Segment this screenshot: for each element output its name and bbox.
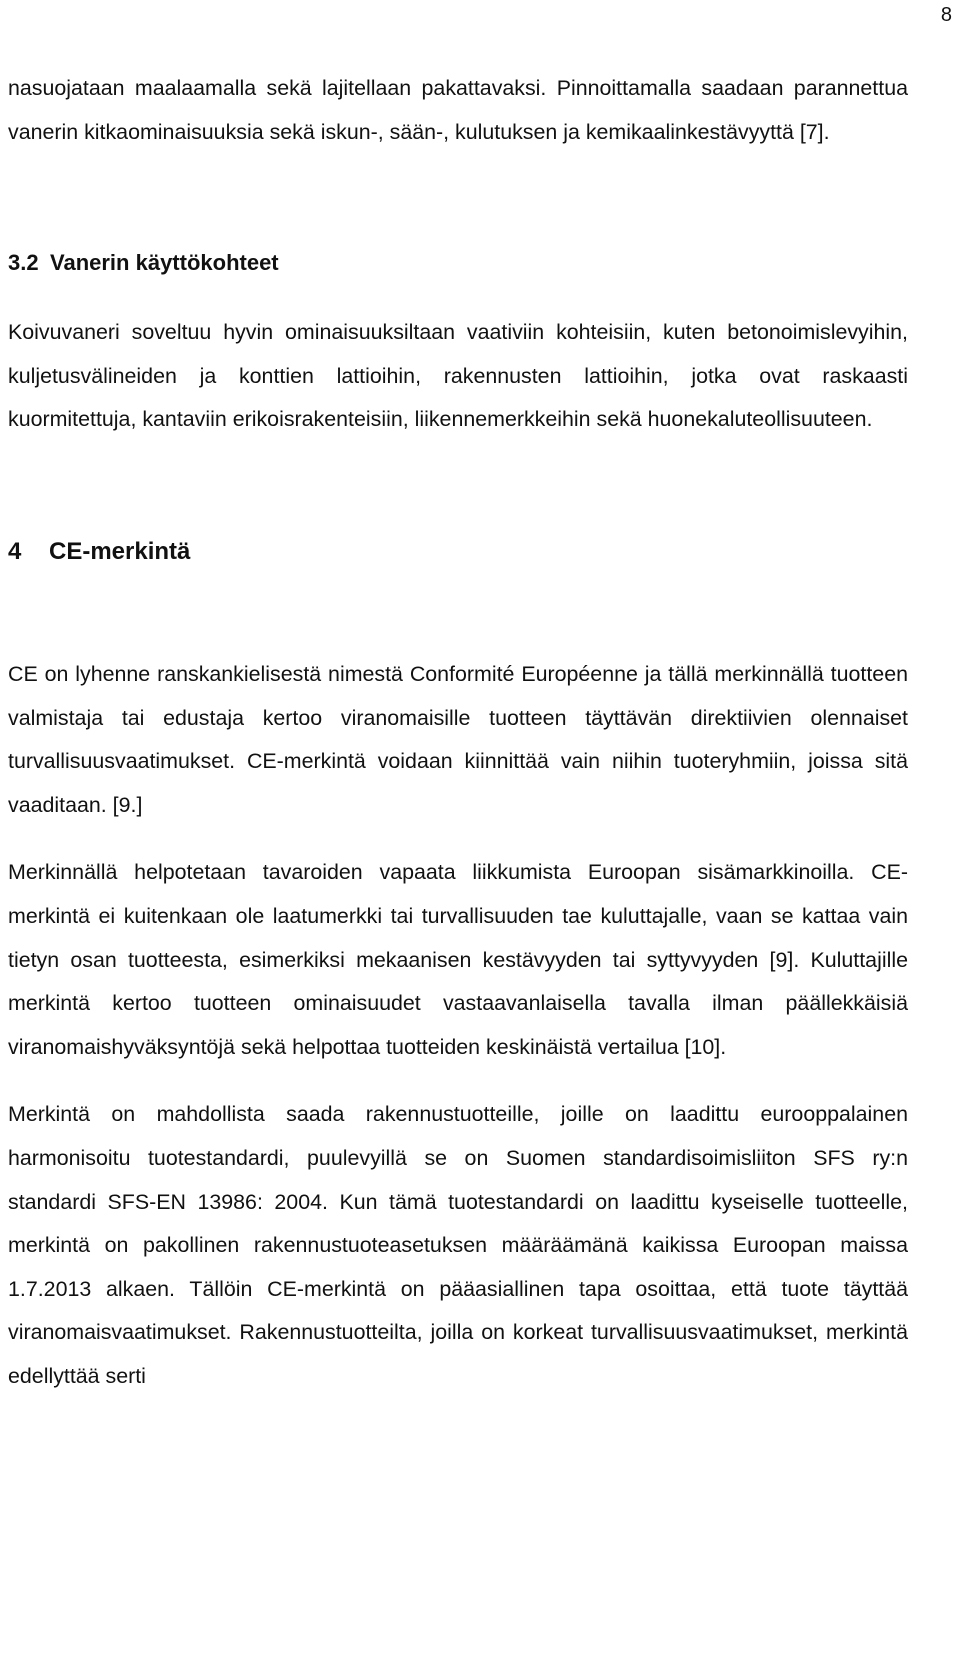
chapter-heading-4 [8,530,908,574]
paragraph-ce-standard: Merkintä on mahdollista saada rakennustuotteille, joille on laadittu eurooppalainen harmonisoitu tuotestandardi, puulevyillä se on Suomen standardisoimisliiton SFS ry:n standardi SFS-EN 13986: 2004. Kun tämä tuotestandardi on laadittu kyseiselle tuotteelle, merkintä on pakollinen rakennustuoteasetuksen määräämänä kaikissa Euroopan maissa 1.7.2013 alkaen. Tällöin CE-merkintä on pääasiallinen tapa osoittaa, että tuote täyttää viranomaisvaatimukset. Rakennustuotteilta, joilla on korkeat turvallisuusvaatimukset, merkintä edellyttää serti [8,1102,908,1388]
section-title: Vanerin käyttökohteet [50,250,279,276]
spacer [8,154,908,241]
section-heading-3-2 [8,241,908,285]
paragraph-coating: nasuojataan maalaamalla sekä lajitellaan pakattavaksi. Pinnoittamalla saadaan parannettua vanerin kitkaominaisuuksia sekä iskun-, sään-, kulutuksen ja kemikaalinkestävyyttä [7]. [8,76,908,144]
paragraph-uses: Koivuvaneri soveltuu hyvin ominaisuuksiltaan vaativiin kohteisiin, kuten betonoimislevyihin, kuljetusvälineiden ja konttien lattioihin, rakennusten lattioihin, jotka ovat raskaasti kuormitettuja, kantaviin erikoisrakenteisiin, liikennemerkkeihin sekä huonekaluteollisuuteen. [8,320,908,432]
spacer [8,285,908,311]
paragraph-ce-definition: CE on lyhenne ranskankielisestä nimestä Conformité Européenne ja tällä merkinnällä tuotteen valmistaja tai edustaja kertoo viranomaisille tuotteen täyttävän direktiivien olennaiset turvallisuusvaatimukset. CE-merkintä voidaan kiinnittää vain niihin tuoteryhmiin, joissa sitä vaaditaan. [9.] [8,661,908,817]
paragraph-ce-purpose: Merkinnällä helpotetaan tavaroiden vapaata liikkumista Euroopan sisämarkkinoilla. CE-merkintä ei kuitenkaan ole laatumerkki tai turvallisuuden tae kuluttajalle, vaan se kattaa vain tietyn osan tuotteesta, esimerkiksi mekaanisen kestävyyden tai syttyvyyden [9]. Kuluttajille merkintä kertoo tuotteen ominaisuudet vastaavanlaisella tavalla ilman päällekkäisiä viranomaishyväksyntöjä sekä helpottaa tuotteiden keskinäistä vertailua [10]. [8,860,908,1059]
chapter-number: 4 [8,537,22,565]
page-number: 8 [940,4,952,26]
spacer [8,442,908,530]
section-number: 3.2 [8,250,39,276]
chapter-title: CE-merkintä [49,537,191,565]
spacer [8,827,908,851]
spacer [8,1069,908,1093]
document-body [8,67,908,1398]
spacer [8,574,908,653]
